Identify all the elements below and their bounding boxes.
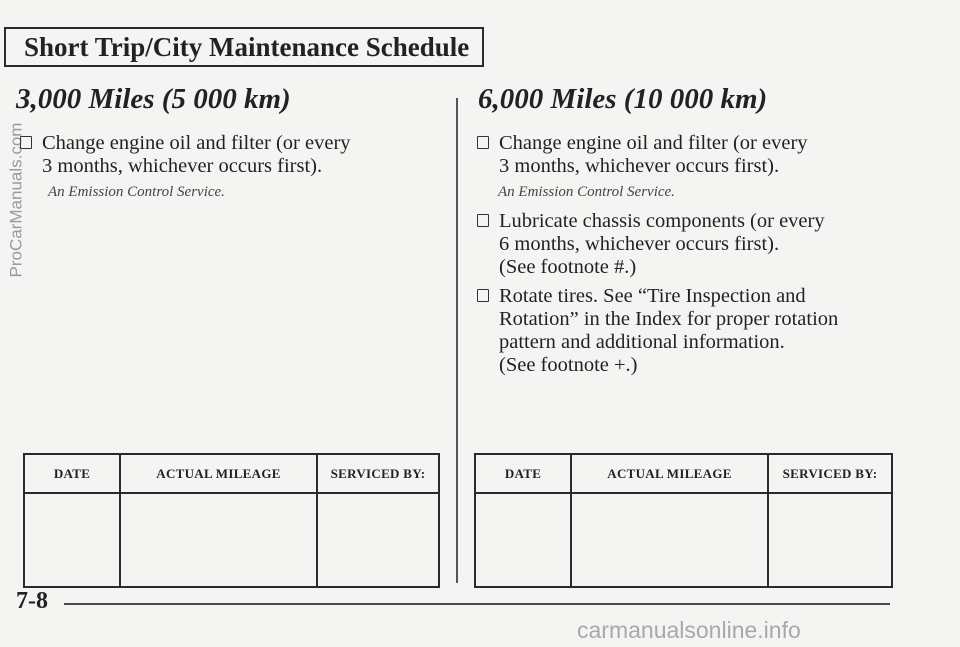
column-header-date: DATE xyxy=(475,454,571,493)
bottom-watermark: carmanualsonline.info xyxy=(577,617,801,643)
page-title: Short Trip/City Maintenance Schedule xyxy=(24,32,470,62)
item-line: Lubricate chassis components (or every xyxy=(499,210,825,232)
column-header-actual-mileage: ACTUAL MILEAGE xyxy=(120,454,317,493)
checkbox-icon[interactable] xyxy=(477,214,489,227)
column-header-serviced-by: SERVICED BY: xyxy=(768,454,892,493)
column-header-date: DATE xyxy=(24,454,120,493)
left-emission-note: An Emission Control Service. xyxy=(48,184,225,200)
left-service-log-table xyxy=(23,453,440,588)
date-cell[interactable] xyxy=(24,493,120,587)
page-number: 7-8 xyxy=(16,588,48,614)
page-header xyxy=(4,27,484,67)
item-line: Change engine oil and filter (or every xyxy=(42,132,351,154)
item-line: 3 months, whichever occurs first). xyxy=(499,155,780,177)
right-item-rotate-tires xyxy=(477,285,838,377)
item-line: Rotate tires. See “Tire Inspection and xyxy=(499,285,806,307)
item-line: (See footnote +.) xyxy=(499,354,638,376)
item-line: 6 months, whichever occurs first). xyxy=(499,233,780,255)
item-line: pattern and additional information. xyxy=(499,331,785,353)
item-line: (See footnote #.) xyxy=(499,256,637,278)
checkbox-icon[interactable] xyxy=(477,289,489,302)
right-item-lubricate-chassis xyxy=(477,210,825,279)
mileage-cell[interactable] xyxy=(120,493,317,587)
checkbox-icon[interactable] xyxy=(477,136,489,149)
side-watermark-text: ProCarManuals.com xyxy=(6,122,26,278)
right-section-title: 6,000 Miles (10 000 km) xyxy=(478,83,768,115)
left-section-title: 3,000 Miles (5 000 km) xyxy=(16,83,291,115)
item-line: Change engine oil and filter (or every xyxy=(499,132,808,154)
right-emission-note: An Emission Control Service. xyxy=(498,184,675,200)
mileage-cell[interactable] xyxy=(571,493,768,587)
date-cell[interactable] xyxy=(475,493,571,587)
table-row xyxy=(24,493,439,587)
item-line: 3 months, whichever occurs first). xyxy=(42,155,323,177)
right-item-oil-change xyxy=(477,132,808,178)
checkbox-icon[interactable] xyxy=(20,136,32,149)
serviced-by-cell[interactable] xyxy=(317,493,439,587)
item-line: Rotation” in the Index for proper rotation xyxy=(499,308,839,330)
column-header-actual-mileage: ACTUAL MILEAGE xyxy=(571,454,768,493)
right-service-log-table xyxy=(474,453,893,588)
serviced-by-cell[interactable] xyxy=(768,493,892,587)
column-divider xyxy=(456,98,458,583)
table-row xyxy=(475,493,892,587)
column-header-serviced-by: SERVICED BY: xyxy=(317,454,439,493)
footer-rule xyxy=(64,603,890,605)
left-item-oil-change xyxy=(20,132,351,178)
